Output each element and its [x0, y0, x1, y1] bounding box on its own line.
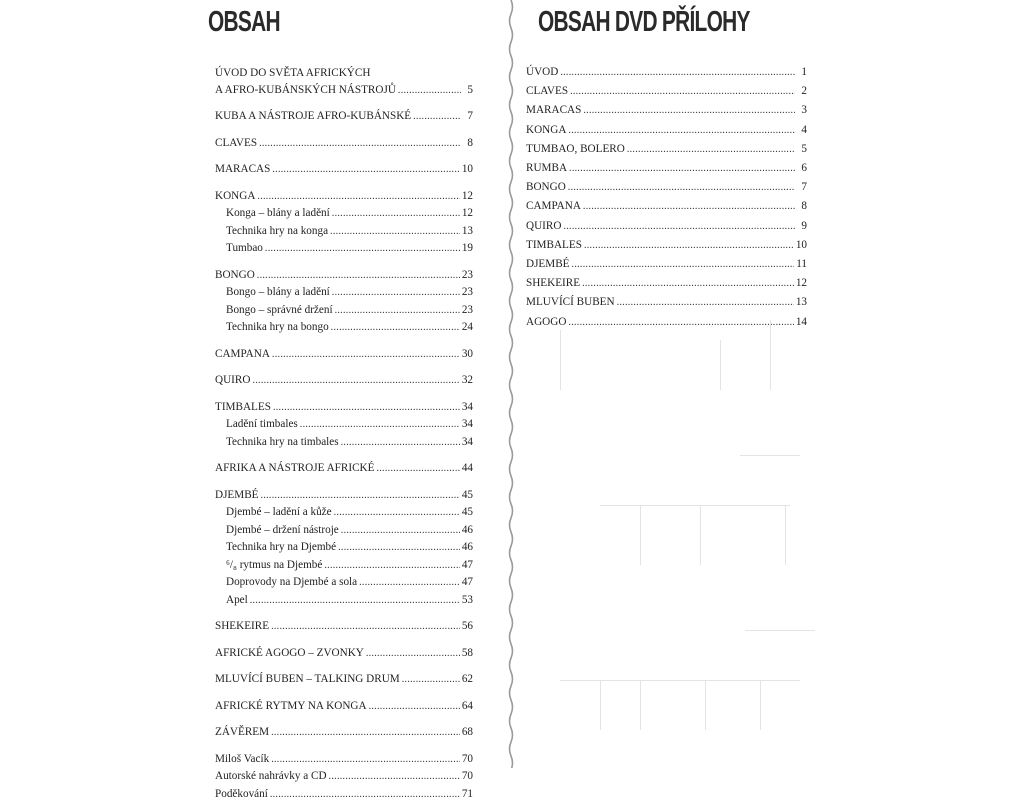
dot-leader [338, 540, 460, 557]
entry-label: AFRIKA A NÁSTROJE AFRICKÉ [215, 460, 374, 477]
dot-leader [341, 523, 460, 540]
group-spacer [215, 451, 473, 460]
dvd-toc-entry [526, 217, 807, 236]
dvd-toc-entry [526, 63, 807, 82]
toc-entry [215, 768, 473, 786]
toc-entry [215, 671, 473, 689]
entry-label: TIMBALES [526, 236, 582, 254]
group-spacer [215, 258, 473, 267]
entry-label: Technika hry na Djembé [226, 539, 336, 556]
toc-entry [215, 698, 473, 716]
dot-leader [572, 256, 795, 274]
dvd-toc-entry [526, 236, 807, 255]
group-spacer [215, 152, 473, 161]
page-number: 14 [796, 313, 807, 331]
page-number: 45 [462, 487, 473, 504]
page-number: 23 [462, 284, 473, 301]
entry-label: Ladění timbales [226, 416, 298, 433]
group-spacer [215, 478, 473, 487]
dot-leader [402, 672, 460, 689]
page-number: 8 [797, 197, 807, 215]
dot-leader [273, 400, 460, 417]
page-number: 5 [463, 82, 473, 99]
entry-label: AFRICKÉ AGOGO – ZVONKY [215, 645, 364, 662]
dot-leader [271, 725, 460, 742]
dot-leader [568, 179, 795, 197]
page-number: 56 [462, 618, 473, 635]
entry-label: ÚVOD DO SVĚTA AFRICKÝCH [215, 65, 370, 82]
toc-entry [215, 504, 473, 522]
dot-leader [300, 417, 460, 434]
group-spacer [215, 636, 473, 645]
dot-leader [257, 268, 460, 285]
entry-label: SHEKEIRE [215, 618, 269, 635]
dot-leader [413, 109, 461, 126]
toc-entry [215, 592, 473, 610]
right-page-title: OBSAH DVD PŘÍLOHY [538, 6, 750, 39]
dvd-toc-entry [526, 140, 807, 159]
entry-label: Apel [226, 592, 248, 609]
page-number: 12 [462, 188, 473, 205]
toc-entry [215, 65, 473, 82]
entry-label: MARACAS [215, 161, 270, 178]
page-number: 44 [462, 460, 473, 477]
dot-leader [261, 488, 460, 505]
entry-label: Autorské nahrávky a CD [215, 768, 327, 785]
dot-leader [369, 699, 460, 716]
page-number: 71 [462, 786, 473, 803]
page-number: 58 [462, 645, 473, 662]
dot-leader [568, 122, 795, 140]
page-number: 4 [797, 121, 807, 139]
entry-label: ZÁVĚREM [215, 724, 269, 741]
entry-label: Tumbao [226, 240, 263, 257]
dot-leader [570, 83, 795, 101]
page-number: 34 [462, 399, 473, 416]
dot-leader [366, 646, 460, 663]
page-number: 45 [462, 504, 473, 521]
toc-entry [215, 346, 473, 364]
right-page [520, 0, 820, 768]
entry-label: CAMPANA [526, 197, 581, 215]
toc-entry [215, 319, 473, 337]
dot-leader [359, 575, 460, 592]
toc-entry [215, 135, 473, 153]
group-spacer [215, 126, 473, 135]
group-spacer [215, 337, 473, 346]
dot-leader [563, 218, 795, 236]
dot-leader [335, 303, 460, 320]
toc-entry [215, 82, 473, 100]
page-number: 64 [462, 698, 473, 715]
page-number: 3 [797, 101, 807, 119]
page-number: 2 [797, 82, 807, 100]
toc-entry [215, 460, 473, 478]
dvd-toc-entry [526, 101, 807, 120]
dot-leader [398, 83, 461, 100]
page-number: 30 [462, 346, 473, 363]
entry-label: QUIRO [215, 372, 250, 389]
entry-label: RUMBA [526, 159, 567, 177]
page-number: 70 [462, 768, 473, 785]
dot-leader [329, 769, 460, 786]
entry-label: Djembé – držení nástroje [226, 522, 339, 539]
dot-leader [330, 224, 460, 241]
page-number: 34 [462, 434, 473, 451]
page-number: 62 [462, 671, 473, 688]
dvd-toc-entry [526, 121, 807, 140]
toc-entry [215, 302, 473, 320]
page-number: 68 [462, 724, 473, 741]
toc-entry [215, 786, 473, 803]
group-spacer [215, 363, 473, 372]
entry-label: TUMBAO, BOLERO [526, 140, 625, 158]
toc-entry [215, 618, 473, 636]
dvd-toc-entry [526, 274, 807, 293]
dot-leader [569, 160, 795, 178]
entry-label: CAMPANA [215, 346, 270, 363]
dot-leader [568, 314, 793, 332]
entry-label: KONGA [215, 188, 255, 205]
group-spacer [215, 662, 473, 671]
dvd-toc-entry [526, 313, 807, 332]
dot-leader [257, 189, 459, 206]
dvd-contents-list [526, 63, 807, 332]
entry-label: KONGA [526, 121, 566, 139]
toc-entry [215, 188, 473, 206]
dot-leader [324, 558, 459, 575]
page-number: 13 [462, 223, 473, 240]
toc-entry [215, 645, 473, 663]
page-number: 11 [796, 255, 807, 273]
entry-label: QUIRO [526, 217, 561, 235]
page-number: 23 [462, 302, 473, 319]
entry-label: TIMBALES [215, 399, 271, 416]
dot-leader [270, 787, 460, 803]
group-spacer [215, 609, 473, 618]
group-spacer [215, 715, 473, 724]
toc-entry [215, 240, 473, 258]
toc-entry [215, 399, 473, 417]
dot-leader [259, 136, 461, 153]
page-number: 13 [796, 293, 807, 311]
dot-leader [334, 505, 460, 522]
toc-entry [215, 416, 473, 434]
entry-label: A AFRO-KUBÁNSKÝCH NÁSTROJŮ [215, 82, 396, 99]
page-number: 7 [797, 178, 807, 196]
entry-label: Djembé – ladění a kůže [226, 504, 332, 521]
entry-label: AGOGO [526, 313, 566, 331]
toc-entry [215, 522, 473, 540]
dvd-toc-entry [526, 293, 807, 312]
page-number: 12 [462, 205, 473, 222]
page-number: 9 [797, 217, 807, 235]
dot-leader [271, 619, 460, 636]
entry-label: MARACAS [526, 101, 581, 119]
dvd-toc-entry [526, 159, 807, 178]
left-page [190, 0, 510, 768]
dot-leader [376, 461, 459, 478]
toc-entry [215, 434, 473, 452]
entry-label: Technika hry na timbales [226, 434, 339, 451]
dvd-toc-entry [526, 178, 807, 197]
entry-label: ÚVOD [526, 63, 558, 81]
entry-label: DJEMBÉ [526, 255, 570, 273]
book-spine [500, 0, 522, 768]
toc-entry [215, 223, 473, 241]
page-number: 6 [797, 159, 807, 177]
dot-leader [584, 237, 794, 255]
page-number: 5 [797, 140, 807, 158]
entry-label: Bongo – blány a ladění [226, 284, 330, 301]
group-spacer [215, 689, 473, 698]
entry-label: CLAVES [215, 135, 257, 152]
entry-label: Technika hry na konga [226, 223, 328, 240]
toc-entry [215, 108, 473, 126]
toc-entry [215, 161, 473, 179]
entry-label: SHEKEIRE [526, 274, 580, 292]
dot-leader [583, 102, 795, 120]
dot-leader [331, 320, 460, 337]
dot-leader [341, 435, 460, 452]
dot-leader [560, 64, 795, 82]
toc-entry [215, 557, 473, 575]
dot-leader [332, 206, 460, 223]
page-number: 7 [463, 108, 473, 125]
page-number: 10 [796, 236, 807, 254]
page-number: 46 [462, 522, 473, 539]
toc-entry [215, 205, 473, 223]
dot-leader [272, 162, 459, 179]
entry-label: Konga – blány a ladění [226, 205, 330, 222]
page-number: 53 [462, 592, 473, 609]
group-spacer [215, 742, 473, 751]
toc-entry [215, 284, 473, 302]
toc-entry [215, 574, 473, 592]
toc-entry [215, 487, 473, 505]
dot-leader [265, 241, 460, 258]
entry-label: MLUVÍCÍ BUBEN – TALKING DRUM [215, 671, 400, 688]
page-number: 24 [462, 319, 473, 336]
page-number: 47 [462, 574, 473, 591]
page-number: 70 [462, 751, 473, 768]
dot-leader [332, 285, 460, 302]
toc-entry [215, 539, 473, 557]
toc-entry [215, 751, 473, 769]
entry-label: CLAVES [526, 82, 568, 100]
dot-leader [617, 294, 794, 312]
dot-leader [583, 198, 795, 216]
entry-label: Technika hry na bongo [226, 319, 329, 336]
page-number: 12 [796, 274, 807, 292]
dot-leader [272, 347, 460, 364]
left-page-title: OBSAH [208, 6, 280, 39]
dot-leader [582, 275, 794, 293]
toc-entry [215, 267, 473, 285]
dvd-toc-entry [526, 197, 807, 216]
group-spacer [215, 99, 473, 108]
dot-leader [252, 373, 459, 390]
entry-label: Miloš Vacík [215, 751, 269, 768]
entry-label: ⁶/₈ rytmus na Djembé [226, 557, 322, 574]
page-number: 8 [463, 135, 473, 152]
entry-label: Doprovody na Djembé a sola [226, 574, 357, 591]
entry-label: BONGO [215, 267, 255, 284]
dot-leader [250, 593, 460, 610]
page-number: 47 [462, 557, 473, 574]
toc-entry [215, 724, 473, 742]
toc-entry [215, 372, 473, 390]
page-number: 32 [462, 372, 473, 389]
entry-label: BONGO [526, 178, 566, 196]
entry-label: Bongo – správné držení [226, 302, 333, 319]
entry-label: Poděkování [215, 786, 268, 803]
dvd-toc-entry [526, 255, 807, 274]
entry-label: DJEMBÉ [215, 487, 259, 504]
dot-leader [271, 752, 460, 769]
group-spacer [215, 179, 473, 188]
entry-label: MLUVÍCÍ BUBEN [526, 293, 615, 311]
page-number: 10 [462, 161, 473, 178]
entry-label: AFRICKÉ RYTMY NA KONGA [215, 698, 367, 715]
page-number: 34 [462, 416, 473, 433]
dvd-toc-entry [526, 82, 807, 101]
page-number: 23 [462, 267, 473, 284]
book-contents-list [215, 65, 473, 803]
page-number: 19 [462, 240, 473, 257]
page-number: 46 [462, 539, 473, 556]
page-number: 1 [797, 63, 807, 81]
group-spacer [215, 390, 473, 399]
entry-label: KUBA A NÁSTROJE AFRO-KUBÁNSKÉ [215, 108, 411, 125]
dot-leader [627, 141, 795, 159]
